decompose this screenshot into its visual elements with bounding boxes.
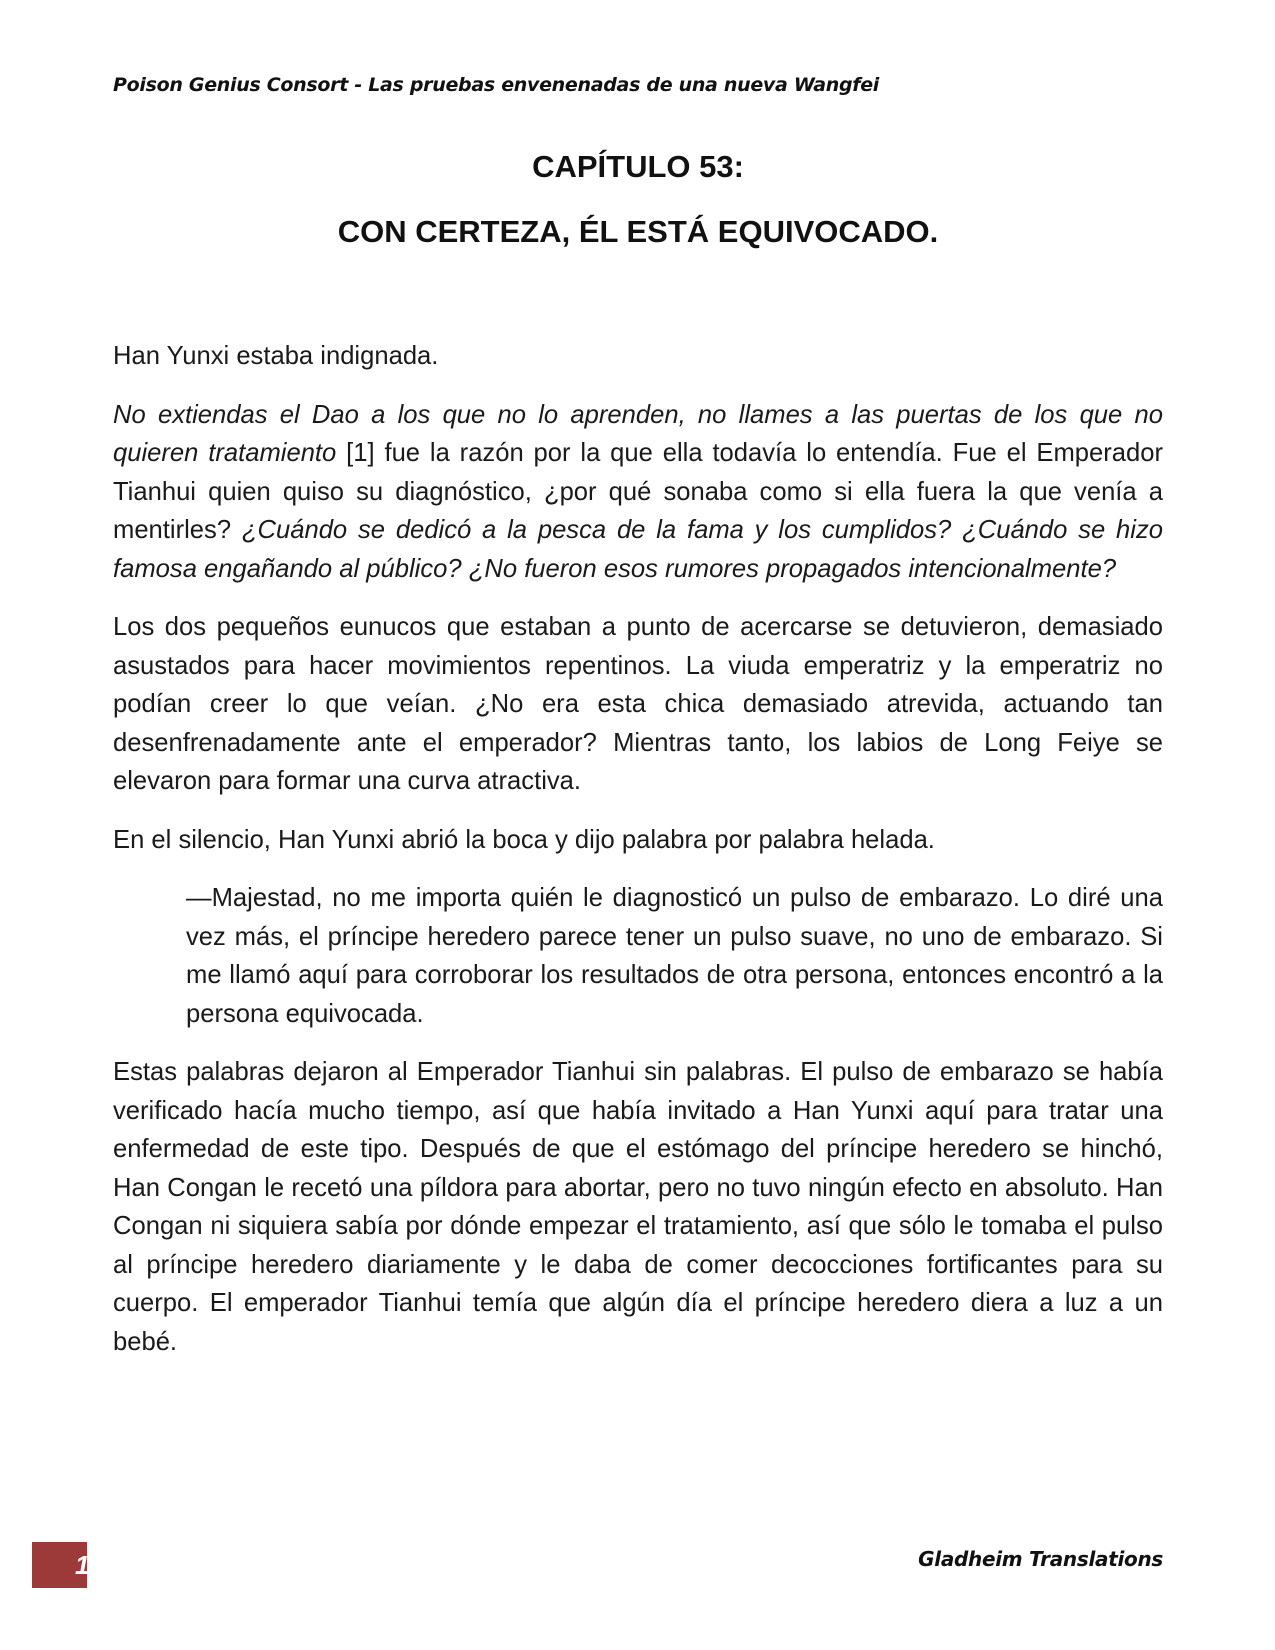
text-run: —Majestad, no me importa quién le diagnosticó un pulso de embarazo. Lo diré una vez más, el príncipe heredero parece tener un pulso suave, no uno de embarazo. Si me llamó aquí para corroborar los resultados de otra persona, entonces encontró a la persona equivocada. [186, 884, 1163, 1028]
paragraph [113, 337, 1163, 376]
text-run: En el silencio, Han Yunxi abrió la boca y dijo palabra por palabra helada. [113, 825, 935, 854]
paragraph [113, 396, 1163, 589]
text-run: Estas palabras dejaron al Emperador Tianhui sin palabras. El pulso de embarazo se había verificado hacía mucho tiempo, así que había invitado a Han Yunxi aquí para tratar una enfermedad de este tipo. Después de que el estómago del príncipe heredero se hinchó, Han Congan le recetó una píldora para abortar, pero no tuvo ningún efecto en absoluto. Han Congan ni siquiera sabía por dónde empezar el tratamiento, así que sólo le tomaba el pulso al príncipe heredero diariamente y le daba de comer decocciones fortificantes para su cuerpo. El emperador Tianhui temía que algún día el príncipe heredero diera a luz a un bebé. [113, 1058, 1163, 1356]
text-run: Los dos pequeños eunucos que estaban a punto de acercarse se detuvieron, demasiado asustados para hacer movimientos repentinos. La viuda emperatriz y la emperatriz no podían creer lo que veían. ¿No era esta chica demasiado atrevida, actuando tan desenfrenadamente ante el emperador? Mientras tanto, los labios de Long Feiye se elevaron para formar una curva atractiva. [113, 613, 1163, 795]
dialogue-quote [186, 879, 1163, 1033]
chapter-title-heading: CON CERTEZA, ÉL ESTÁ EQUIVOCADO. [337, 214, 939, 249]
footer-brand: Gladheim Translations [918, 1547, 1163, 1571]
paragraph [113, 1053, 1163, 1361]
running-header: Poison Genius Consort - Las pruebas envenenadas de una nueva Wangfei [113, 74, 880, 96]
italic-text: ¿Cuándo se dedicó a la pesca de la fama y los cumplidos? ¿Cuándo se hizo famosa engañando al público? ¿No fueron esos rumores propagados intencionalmente? [113, 516, 1163, 583]
italic-text: No extiendas el Dao a los que no lo aprenden, no llames a las puertas de los que no quieren tratamiento [113, 400, 1163, 467]
text-run: Han Yunxi estaba indignada. [113, 342, 439, 370]
page-number-badge [32, 1542, 90, 1590]
page-number: 1 [75, 1550, 90, 1580]
body-text [113, 337, 1163, 1381]
paragraph [113, 821, 1163, 860]
text-run: [1] fue la razón por la que ella todavía lo entendía. Fue el Emperador Tianhui quien quiso su diagnóstico, ¿por qué sonaba como si ella fuera la que venía a mentirles? [113, 439, 1163, 544]
page-badge-underline [32, 1588, 87, 1591]
paragraph [113, 608, 1163, 801]
chapter-number-heading: CAPÍTULO 53: [532, 149, 744, 184]
